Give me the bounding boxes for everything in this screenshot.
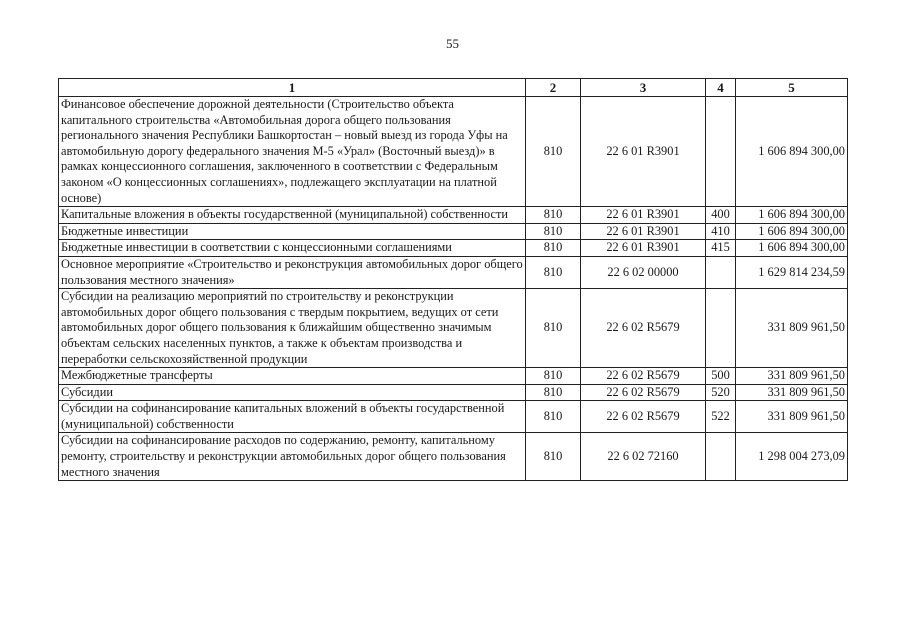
- row-sum: 1 298 004 273,09: [736, 433, 848, 481]
- row-sum: 331 809 961,50: [736, 384, 848, 401]
- row-name: Бюджетные инвестиции в соответствии с концессионными соглашениями: [59, 240, 526, 257]
- row-vr: [706, 433, 736, 481]
- budget-table: [58, 78, 848, 481]
- row-ved: 810: [526, 401, 581, 433]
- table-row: [59, 256, 848, 288]
- row-vr: 522: [706, 401, 736, 433]
- row-vr: [706, 289, 736, 368]
- row-csr: 22 6 02 R5679: [581, 401, 706, 433]
- row-vr: 410: [706, 223, 736, 240]
- row-vr: 400: [706, 207, 736, 224]
- table-row: [59, 368, 848, 385]
- table-row: [59, 207, 848, 224]
- row-ved: 810: [526, 223, 581, 240]
- row-csr: 22 6 02 R5679: [581, 384, 706, 401]
- row-sum: 1 606 894 300,00: [736, 223, 848, 240]
- row-csr: 22 6 01 R3901: [581, 240, 706, 257]
- row-csr: 22 6 01 R3901: [581, 97, 706, 207]
- row-vr: 520: [706, 384, 736, 401]
- table-row: [59, 97, 848, 207]
- row-name: Субсидии: [59, 384, 526, 401]
- row-sum: 1 606 894 300,00: [736, 97, 848, 207]
- row-csr: 22 6 02 72160: [581, 433, 706, 481]
- row-name: Бюджетные инвестиции: [59, 223, 526, 240]
- table-row: [59, 433, 848, 481]
- page-number: 55: [446, 36, 459, 51]
- row-csr: 22 6 01 R3901: [581, 207, 706, 224]
- row-sum: 1 606 894 300,00: [736, 207, 848, 224]
- header-col-2: 2: [526, 79, 581, 97]
- row-csr: 22 6 01 R3901: [581, 223, 706, 240]
- row-name: Капитальные вложения в объекты государственной (муниципальной) собственности: [59, 207, 526, 224]
- row-name: Субсидии на софинансирование расходов по содержанию, ремонту, капитальному ремонту, строительству и реконструкции автомобильных дорог общего пользования местного значения: [59, 433, 526, 481]
- row-sum: 1 629 814 234,59: [736, 256, 848, 288]
- row-sum: 331 809 961,50: [736, 401, 848, 433]
- header-col-3: 3: [581, 79, 706, 97]
- row-name: Финансовое обеспечение дорожной деятельности (Строительство объекта капитального строительства «Автомобильная дорога общего пользования регионального значения Республики Башкортостан – новый выезд из города Уфы на автомобильную дорогу федерального значения М-5 «Урал» (Восточный выезд)» в рамках концессионного соглашения, заключенного в соответствии с Федеральным законом «О концессионных соглашениях», подлежащего эксплуатации на платной основе): [59, 97, 526, 207]
- header-col-1: 1: [59, 79, 526, 97]
- row-sum: 331 809 961,50: [736, 289, 848, 368]
- row-ved: 810: [526, 97, 581, 207]
- row-sum: 331 809 961,50: [736, 368, 848, 385]
- row-vr: [706, 97, 736, 207]
- row-name: Межбюджетные трансферты: [59, 368, 526, 385]
- row-name: Основное мероприятие «Строительство и реконструкция автомобильных дорог общего пользования местного значения»: [59, 256, 526, 288]
- row-vr: 415: [706, 240, 736, 257]
- row-csr: 22 6 02 R5679: [581, 289, 706, 368]
- row-ved: 810: [526, 368, 581, 385]
- table-row: [59, 384, 848, 401]
- row-ved: 810: [526, 207, 581, 224]
- row-sum: 1 606 894 300,00: [736, 240, 848, 257]
- row-ved: 810: [526, 384, 581, 401]
- table-row: [59, 289, 848, 368]
- header-col-5: 5: [736, 79, 848, 97]
- table-row: [59, 401, 848, 433]
- header-col-4: 4: [706, 79, 736, 97]
- row-csr: 22 6 02 00000: [581, 256, 706, 288]
- row-ved: 810: [526, 289, 581, 368]
- row-name: Субсидии на софинансирование капитальных вложений в объекты государственной (муниципальной) собственности: [59, 401, 526, 433]
- table-row: [59, 223, 848, 240]
- table-header-row: [59, 79, 848, 97]
- table-row: [59, 240, 848, 257]
- row-vr: [706, 256, 736, 288]
- row-csr: 22 6 02 R5679: [581, 368, 706, 385]
- row-name: Субсидии на реализацию мероприятий по строительству и реконструкции автомобильных дорог общего пользования с твердым покрытием, ведущих от сети автомобильных дорог общего пользования к ближайшим общественно значимым объектам сельских населенных пунктов, а также к объектам производства и переработки сельскохозяйственной продукции: [59, 289, 526, 368]
- row-ved: 810: [526, 256, 581, 288]
- row-ved: 810: [526, 240, 581, 257]
- row-vr: 500: [706, 368, 736, 385]
- row-ved: 810: [526, 433, 581, 481]
